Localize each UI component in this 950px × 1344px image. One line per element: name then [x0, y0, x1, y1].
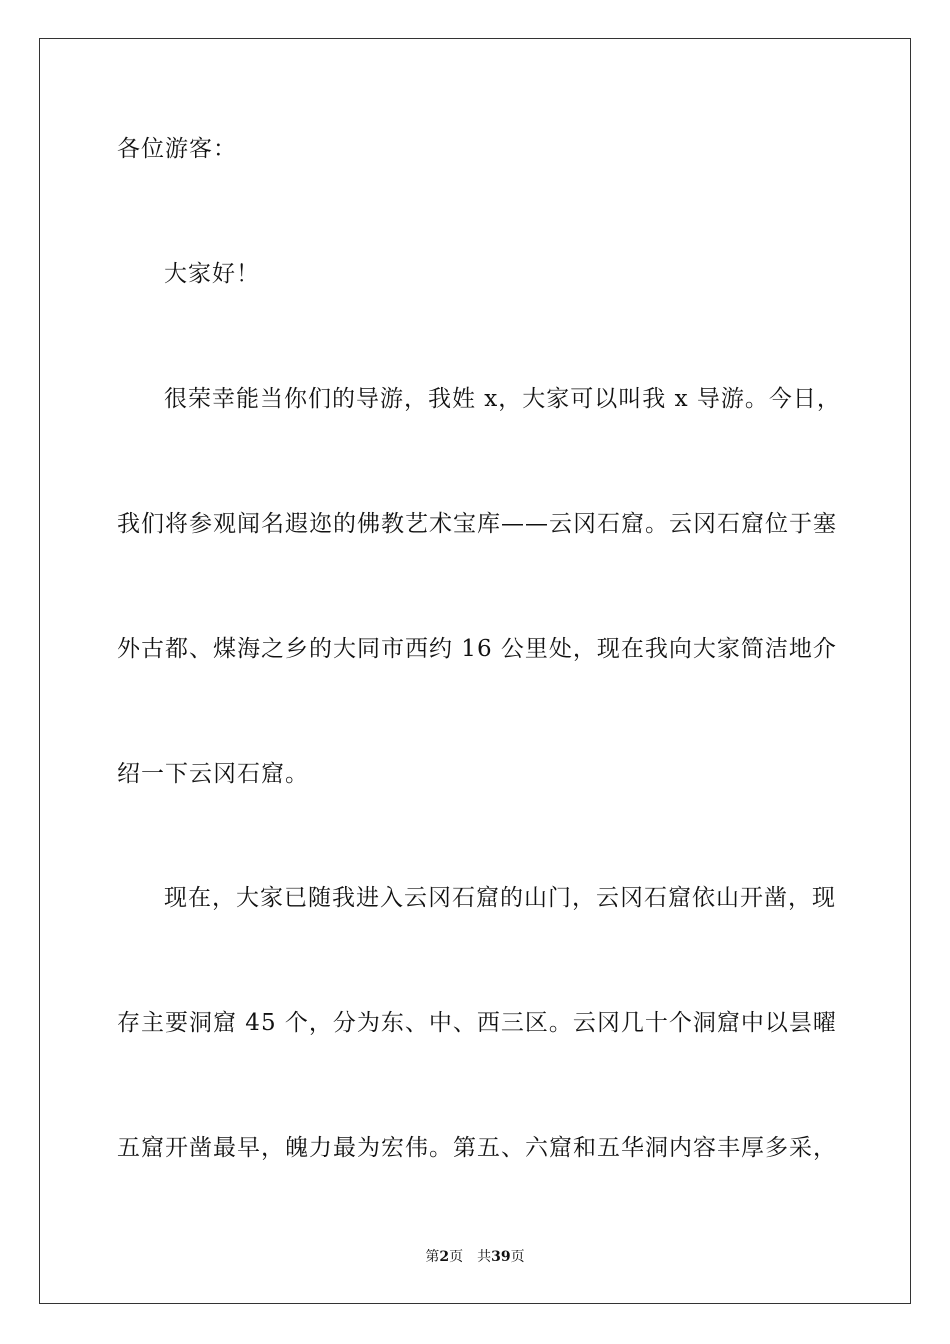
paragraph-line: 绍一下云冈石窟。 [117, 761, 309, 787]
total-pages: 39 [491, 1249, 511, 1265]
paragraph-line: 很荣幸能当你们的导游，我姓 x，大家可以叫我 x 导游。今日， [164, 386, 841, 412]
page-suffix: 页 [449, 1249, 464, 1265]
page-footer [0, 1248, 950, 1266]
total-prefix: 共 [477, 1249, 492, 1265]
page-prefix: 第 [425, 1249, 440, 1265]
paragraph-line: 外古都、煤海之乡的大同市西约 16 公里处，现在我向大家简洁地介 [117, 636, 837, 662]
page-border [39, 38, 911, 1304]
paragraph-line: 存主要洞窟 45 个，分为东、中、西三区。云冈几十个洞窟中以昙曜 [117, 1010, 837, 1036]
paragraph-line: 我们将参观闻名遐迩的佛教艺术宝库——云冈石窟。云冈石窟位于塞 [117, 511, 837, 537]
paragraph-line: 五窟开凿最早，魄力最为宏伟。第五、六窟和五华洞内容丰厚多采， [117, 1135, 837, 1161]
page-number: 2 [439, 1249, 450, 1265]
total-suffix: 页 [510, 1249, 525, 1265]
salutation-line: 各位游客： [117, 136, 237, 162]
greeting-line: 大家好！ [164, 261, 260, 287]
paragraph-line: 现在，大家已随我进入云冈石窟的山门，云冈石窟依山开凿，现 [164, 885, 836, 911]
